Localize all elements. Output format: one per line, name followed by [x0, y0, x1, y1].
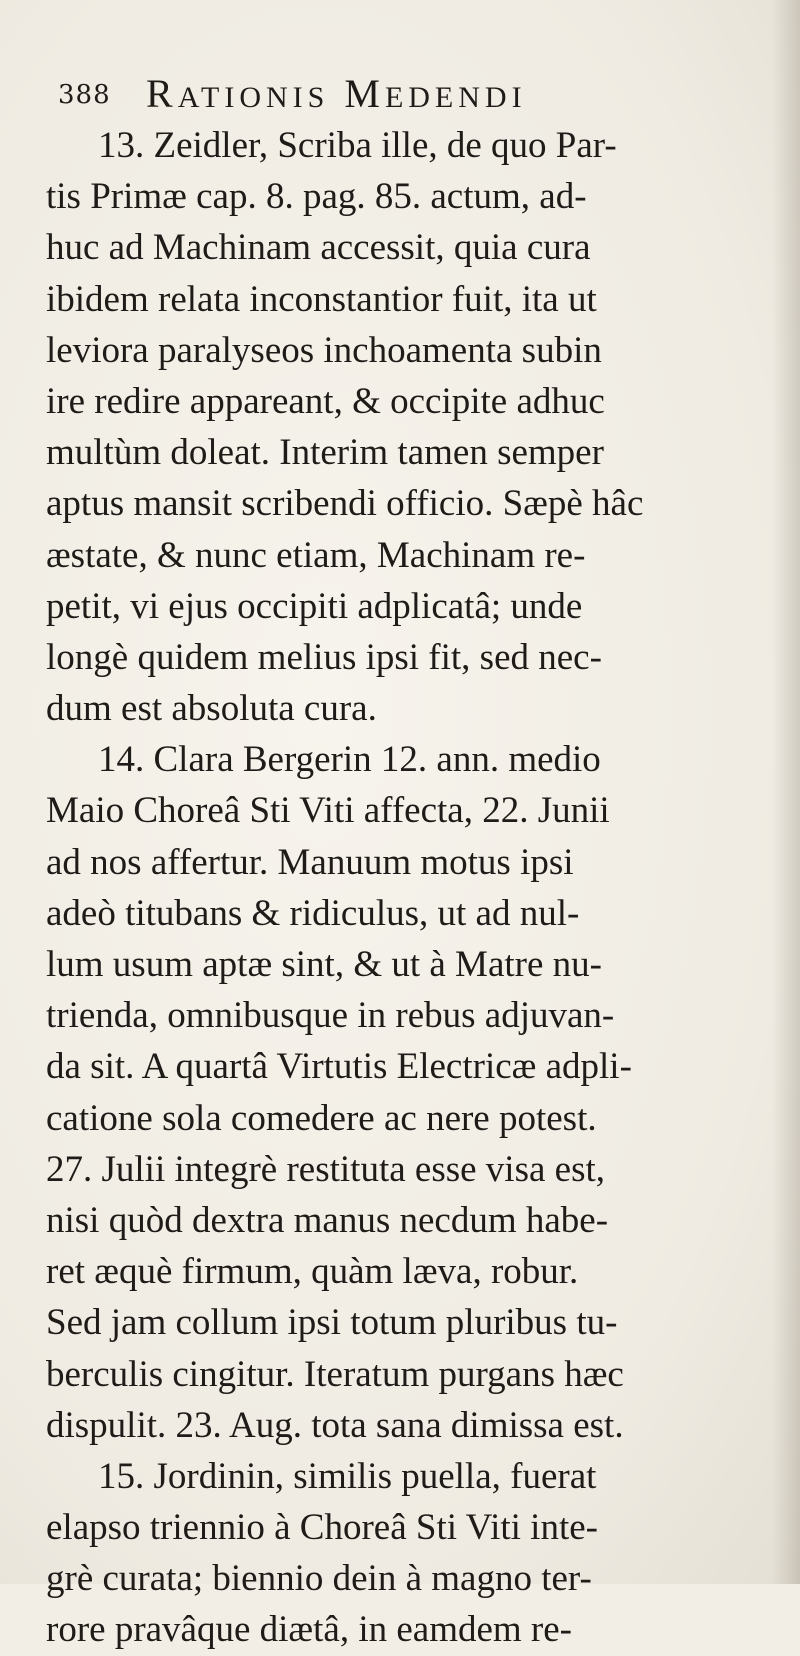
text-line: multùm doleat. Interim tamen semper — [46, 432, 604, 474]
text-line: da sit. A quartâ Virtutis Electricæ adpli- — [46, 1046, 632, 1088]
page-number: 388 — [58, 80, 111, 110]
text-line: catione sola comedere ac nere potest. — [46, 1097, 597, 1139]
text-line: berculis cingitur. Iteratum purgans hæc — [46, 1353, 624, 1395]
text-line: dum est absoluta cura. — [46, 688, 377, 730]
text-line: ibidem relata inconstantior fuit, ita ut — [46, 278, 597, 320]
text-line: huc ad Machinam accessit, quia cura — [46, 227, 591, 269]
text-line: Sed jam collum ipsi totum pluribus tu- — [46, 1302, 618, 1344]
running-head-rest-2: EDENDI — [384, 81, 527, 114]
text-line: adeò titubans & ridiculus, ut ad nul- — [46, 892, 580, 934]
text-line: Maio Choreâ Sti Viti affecta, 22. Junii — [46, 790, 610, 832]
text-line: tis Primæ cap. 8. pag. 85. actum, ad- — [46, 176, 587, 218]
text-line: ad nos affertur. Manuum motus ipsi — [46, 841, 574, 883]
text-line: nisi quòd dextra manus necdum habe- — [46, 1199, 609, 1241]
text-line: elapso triennio à Choreâ Sti Viti inte- — [46, 1507, 598, 1549]
text-line: dispulit. 23. Aug. tota sana dimissa est. — [46, 1404, 624, 1446]
text-line: trienda, omnibusque in rebus adjuvan- — [46, 995, 615, 1037]
text-line: leviora paralyseos inchoamenta subin — [46, 329, 602, 371]
text-line: 14. Clara Bergerin 12. ann. medio — [98, 739, 601, 781]
body-text — [46, 120, 776, 1656]
text-line: æstate, & nunc etiam, Machinam re- — [46, 534, 586, 576]
text-line: ire redire appareant, & occipite adhuc — [46, 380, 605, 422]
page-edge-shadow — [772, 0, 800, 1584]
running-head — [146, 70, 527, 117]
text-line: 15. Jordinin, similis puella, fuerat — [98, 1455, 597, 1497]
text-line: longè quidem melius ipsi fit, sed nec- — [46, 636, 602, 678]
text-line: ret æquè firmum, quàm læva, robur. — [46, 1251, 579, 1293]
text-line: 13. Zeidler, Scriba ille, de quo Par- — [98, 125, 617, 166]
running-head-rest-1: ATIONIS — [177, 81, 330, 114]
text-line: 27. Julii integrè restituta esse visa est, — [46, 1148, 605, 1190]
text-line: rore pravâque diætâ, in eamdem re- — [46, 1609, 572, 1651]
text-line: lum usum aptæ sint, & ut à Matre nu- — [46, 944, 602, 985]
page-header — [58, 70, 758, 118]
text-line: grè curata; biennio dein à magno ter- — [46, 1558, 592, 1600]
text-line: aptus mansit scribendi officio. Sæpè hâc — [46, 483, 644, 525]
text-line: petit, vi ejus occipiti adplicatâ; unde — [46, 585, 583, 627]
running-head-initial-1: R — [146, 71, 178, 116]
running-head-initial-2: M — [344, 71, 385, 116]
